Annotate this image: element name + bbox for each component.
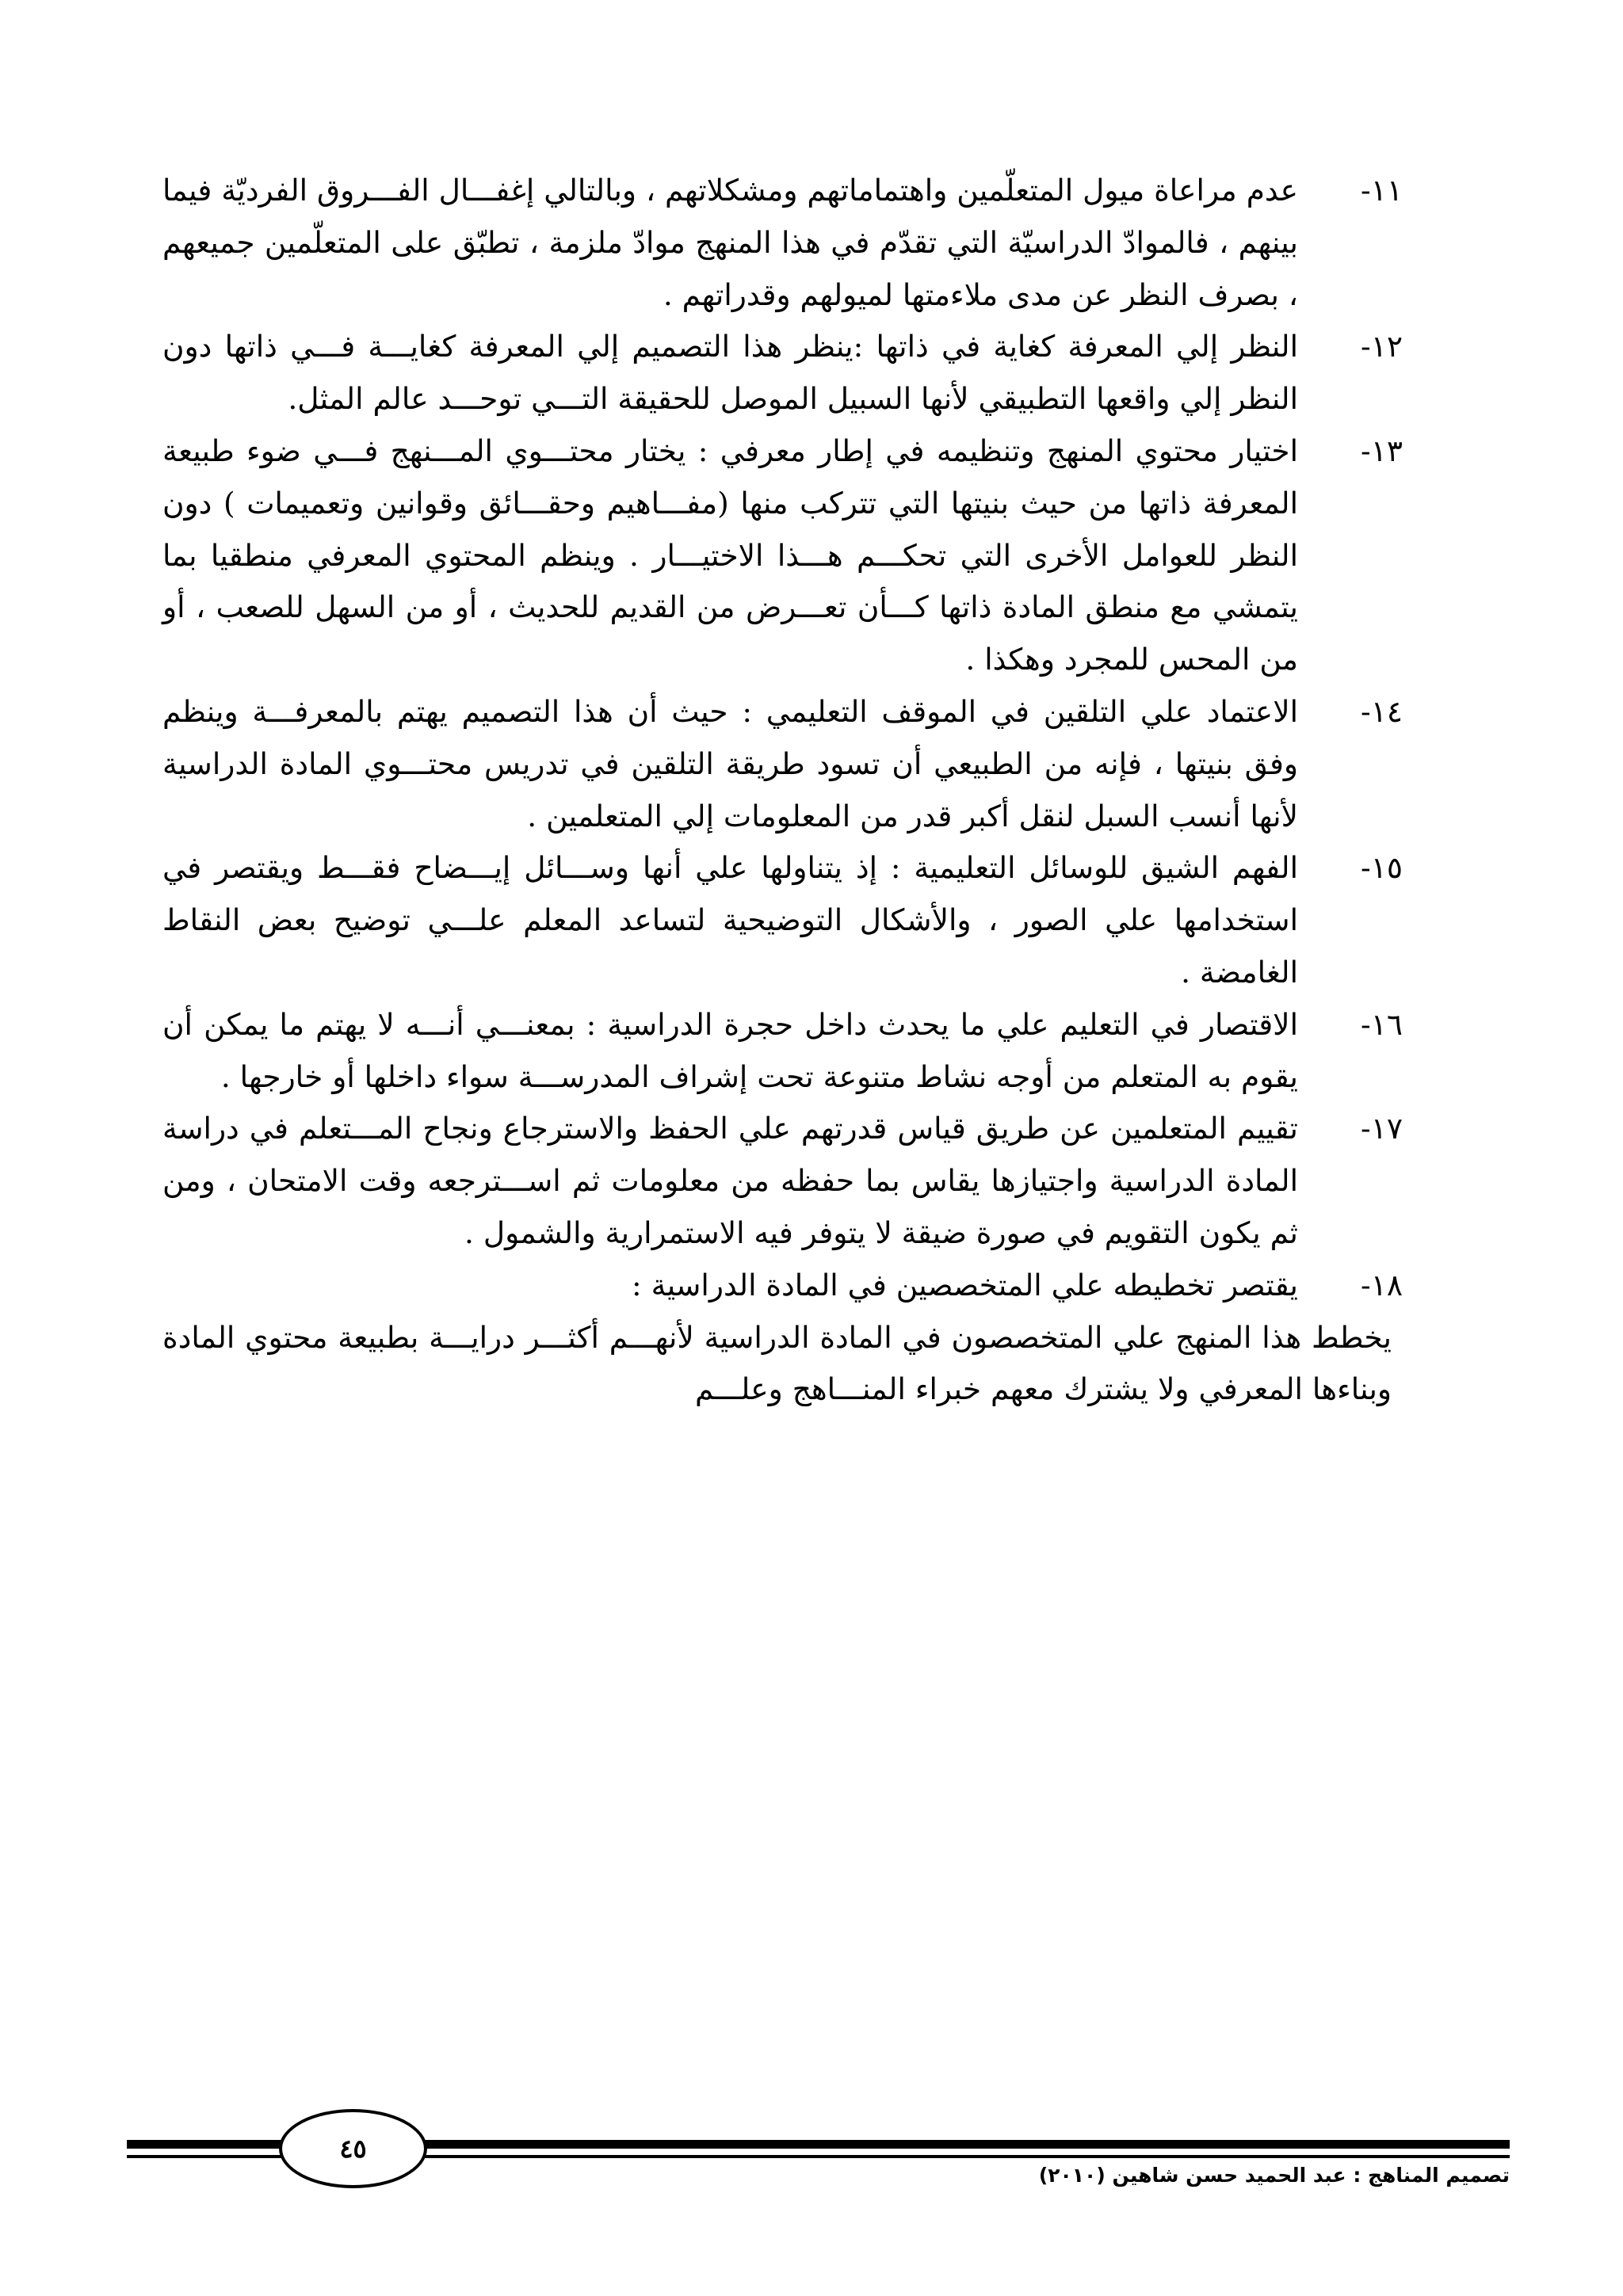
list-item-18 [162,1260,1403,1312]
list-item-17 [162,1103,1403,1259]
page-number: ٤٥ [339,2134,367,2164]
item-text: اختيار محتوي المنهج وتنظيمه في إطار معرفي : يختار محتـــوي المـــنهج فـــي ضوء طبيعة المعرفة ذاتها من حيث بنيتها التي تتركب منها (مفـــاهيم وحقـــائق وقوانين وتعميمات ) دون النظر للعوامل الأخرى التي تحكـــم هـــذا الاختيـــار . وينظم المحتوي المعرفي منطقيا بما يتمشي مع منطق المادة ذاتها كـــأن تعـــرض من القديم للحديث ، أو من السهل للصعب ، أو من المحس للمجرد وهكذا . [162,433,1298,677]
list-item-14 [162,686,1403,842]
item-number: ١٨- [1361,1267,1403,1302]
item-text: تقييم المتعلمين عن طريق قياس قدرتهم علي الحفظ والاسترجاع ونجاح المـــتعلم في دراسة المادة الدراسية واجتيازها يقاس بما حفظه من معلومات ثم اســـترجعه وقت الامتحان ، ومن ثم يكون التقويم في صورة ضيقة لا يتوفر فيه الاستمرارية والشمول . [162,1111,1298,1250]
footer-caption: تصميم المناهج : عبد الحميد حسن شاهين (٢٠١٠) [1038,2164,1510,2187]
list-item-11 [162,165,1403,321]
item-text: عدم مراعاة ميول المتعلّمين واهتماماتهم ومشكلاتهم ، وبالتالي إغفـــال الفـــروق الفرديّة فيما بينهم ، فالموادّ الدراسيّة التي تقدّم في هذا المنهج موادّ ملزمة ، تطبّق على المتعلّمين جميعهم ، بصرف النظر عن مدى ملاءمتها لميولهم وقدراتهم . [162,173,1298,312]
list-item-12 [162,321,1403,425]
item-text: الفهم الشيق للوسائل التعليمية : إذ يتناولها علي أنها وســـائل إيـــضاح فقـــط ويقتصر في استخدامها علي الصور ، والأشكال التوضيحية لتساعد المعلم علـــي توضيح بعض النقاط الغامضة . [162,850,1298,990]
item-text: الاعتماد علي التلقين في الموقف التعليمي : حيث أن هذا التصميم يهتم بالمعرفـــة وينظم وفق بنيتها ، فإنه من الطبيعي أن تسود طريقة التلقين في تدريس محتـــوي المادة الدراسية لأنها أنسب السبل لنقل أكبر قدر من المعلومات إلي المتعلمين . [162,693,1298,833]
item-number: ١٢- [1361,329,1403,364]
item-number: ١٦- [1361,1006,1403,1042]
list-item-15 [162,842,1403,998]
item-number: ١٥- [1361,850,1403,886]
list-item-16 [162,999,1403,1104]
item-text: يقتصر تخطيطه علي المتخصصين في المادة الدراسية : [632,1267,1298,1302]
paragraph-18-body: يخطط هذا المنهج علي المتخصصون في المادة الدراسية لأنهـــم أكثـــر درايـــة بطبيعة محتوي المادة وبناءها المعرفي ولا يشترك معهم خبراء المنـــاهج وعلـــم [162,1319,1392,1407]
list-item-13 [162,425,1403,686]
item-text: النظر إلي المعرفة كغاية في ذاتها :ينظر هذا التصميم إلي المعرفة كغايـــة فـــي ذاتها دون النظر إلي واقعها التطبيقي لأنها السبيل الموصل للحقيقة التـــي توحـــد عالم المثل. [162,329,1298,417]
body-text [162,165,1403,1416]
item-number: ١١- [1361,173,1403,208]
item-text: الاقتصار في التعليم علي ما يحدث داخل حجرة الدراسية : بمعنـــي أنـــه لا يهتم ما يمكن أن يقوم به المتعلم من أوجه نشاط متنوعة تحت إشراف المدرســـة سواء داخلها أو خارجها . [162,1006,1298,1094]
page-number-oval [279,2109,427,2188]
item-number: ١٧- [1361,1111,1403,1146]
item-number: ١٣- [1361,433,1403,468]
item-number: ١٤- [1361,693,1403,729]
